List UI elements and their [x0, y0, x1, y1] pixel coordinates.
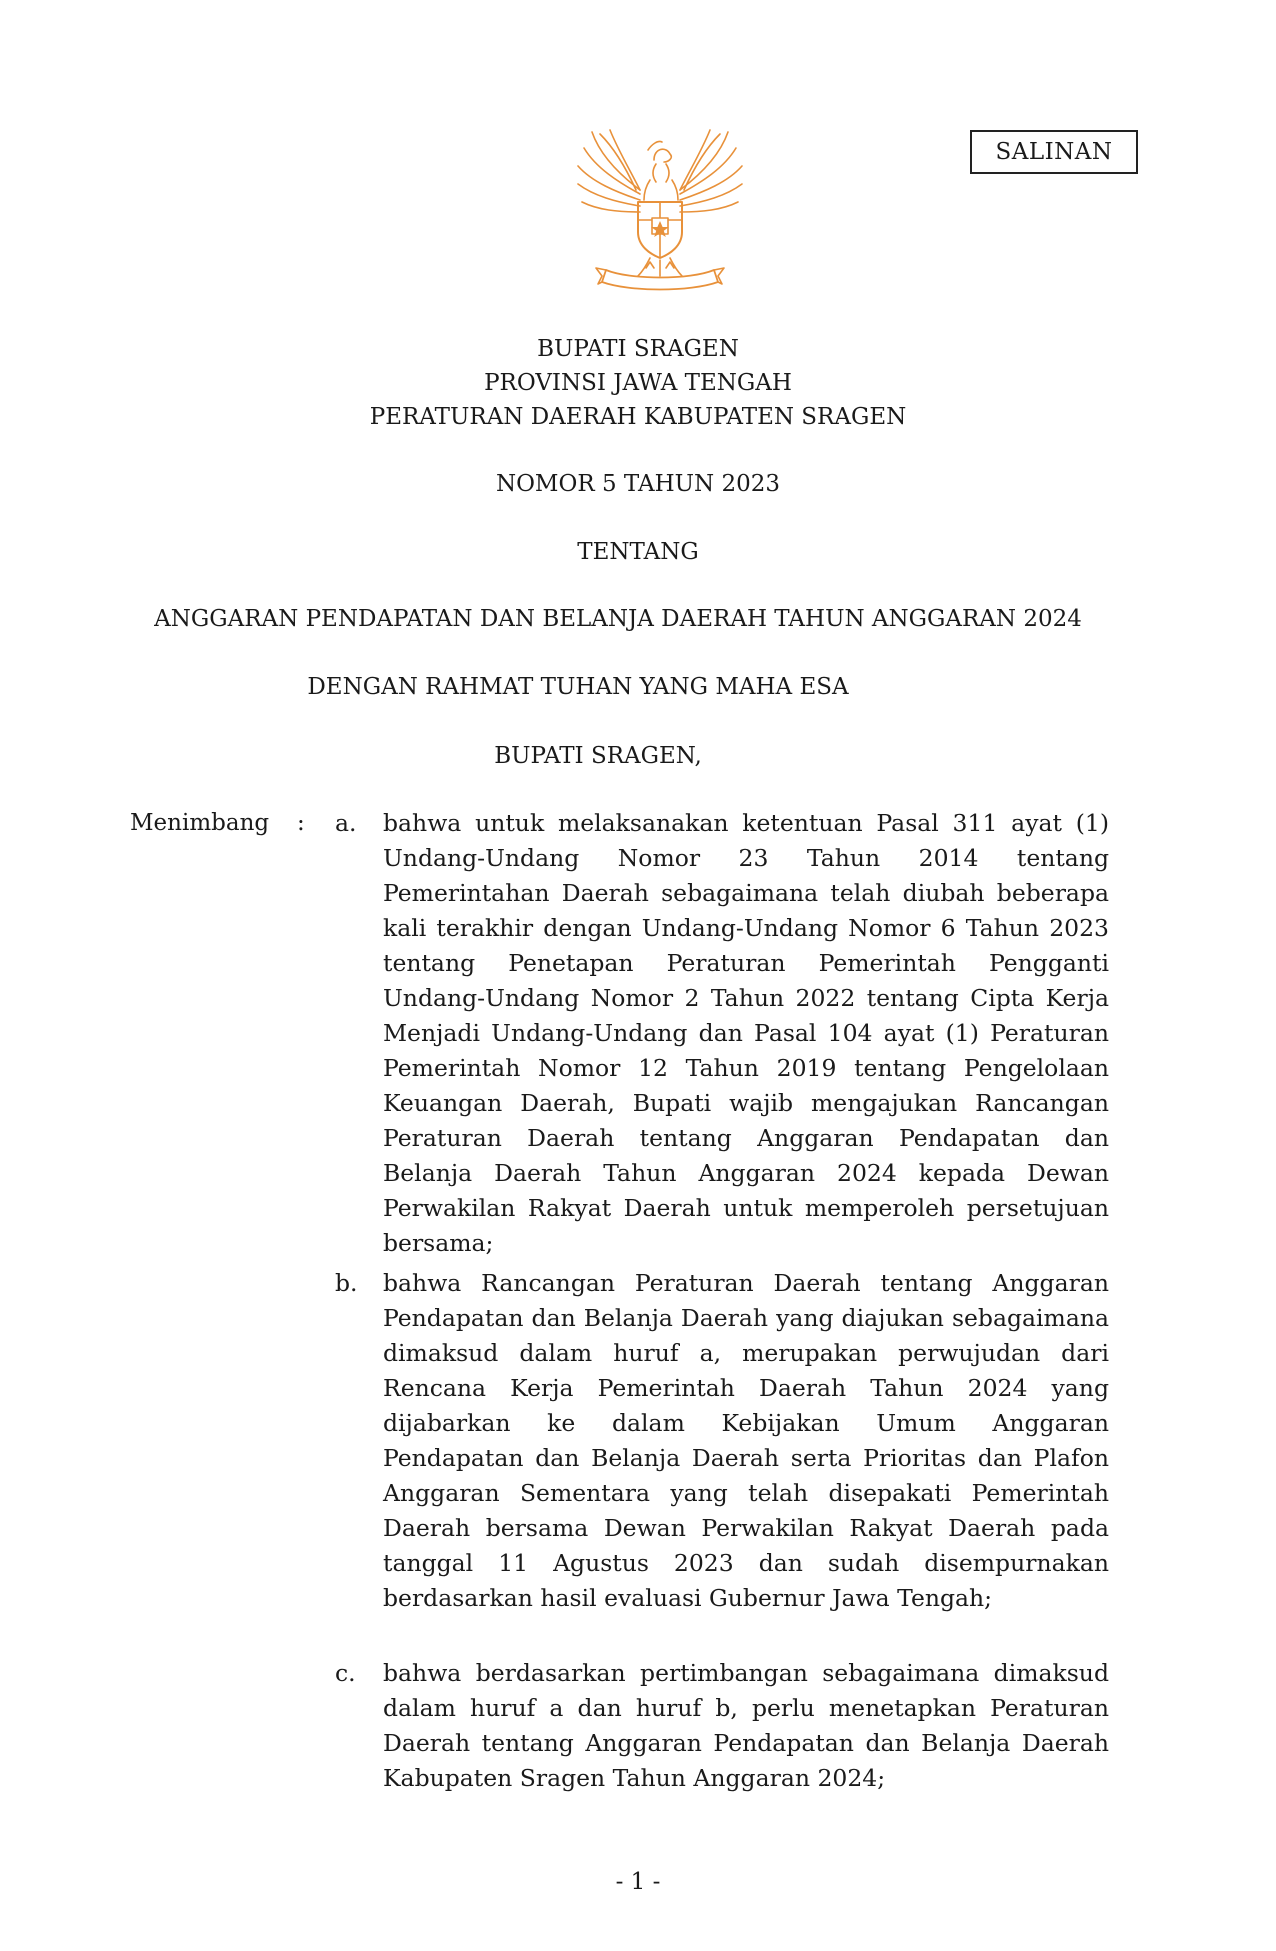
item-marker: c. — [335, 1659, 356, 1687]
regulation-number: NOMOR 5 TAHUN 2023 — [495, 471, 781, 497]
considering-item-a — [335, 806, 1109, 1261]
page-number: - 1 - — [615, 1869, 661, 1895]
item-text: bahwa Rancangan Peraturan Daerah tentang Anggaran Pendapatan dan Belanja Daerah yang diajukan sebagaimana dimaksud dalam huruf a, merupakan perwujudan dari Rencana Kerja Pemerintah Daerah Tahun 2024 yang dijabarkan ke dalam Kebijakan Umum Anggaran Pendapatan dan Belanja Daerah serta Prioritas dan Plafon Anggaran Sementara yang telah disepakati Pemerintah Daerah bersama Dewan Perwakilan Rakyat Daerah pada tanggal 11 Agustus 2023 dan sudah disempurnakan berdasarkan hasil evaluasi Gubernur Jawa Tengah; — [383, 1269, 1109, 1612]
item-marker: a. — [335, 809, 357, 837]
salinan-stamp: SALINAN — [970, 130, 1138, 174]
regulation-subject: ANGGARAN PENDAPATAN DAN BELANJA DAERAH TAHUN ANGGARAN 2024 — [154, 606, 1082, 632]
item-text: bahwa berdasarkan pertimbangan sebagaimana dimaksud dalam huruf a dan huruf b, perlu menetapkan Peraturan Daerah tentang Anggaran Pendapatan dan Belanja Daerah Kabupaten Sragen Tahun Anggaran 2024; — [383, 1659, 1109, 1792]
item-marker: b. — [335, 1269, 358, 1297]
considering-item-b — [335, 1266, 1109, 1616]
item-text: bahwa untuk melaksanakan ketentuan Pasal 311 ayat (1) Undang-Undang Nomor 23 Tahun 2014 tentang Pemerintahan Daerah sebagaimana telah diubah beberapa kali terakhir dengan Undang-Undang Nomor 6 Tahun 2023 tentang Penetapan Peraturan Pemerintah Pengganti Undang-Undang Nomor 2 Tahun 2022 tentang Cipta Kerja Menjadi Undang-Undang dan Pasal 104 ayat (1) Peraturan Pemerintah Nomor 12 Tahun 2019 tentang Pengelolaan Keuangan Daerah, Bupati wajib mengajukan Rancangan Peraturan Daerah tentang Anggaran Pendapatan dan Belanja Daerah Tahun Anggaran 2024 kepada Dewan Perwakilan Rakyat Daerah untuk memperoleh persetujuan bersama; — [383, 809, 1109, 1257]
garuda-pancasila-emblem-icon — [570, 120, 750, 300]
considering-item-c — [335, 1656, 1109, 1796]
header-province: PROVINSI JAWA TENGAH — [484, 370, 792, 396]
header-regulation-title: PERATURAN DAERAH KABUPATEN SRAGEN — [369, 404, 907, 430]
considering-label: Menimbang — [130, 810, 270, 836]
considering-colon: : — [297, 810, 305, 836]
blessing-line: DENGAN RAHMAT TUHAN YANG MAHA ESA — [307, 674, 849, 700]
header-bupati: BUPATI SRAGEN — [537, 336, 739, 362]
issuer-line: BUPATI SRAGEN, — [494, 743, 702, 769]
about-heading: TENTANG — [577, 539, 699, 565]
